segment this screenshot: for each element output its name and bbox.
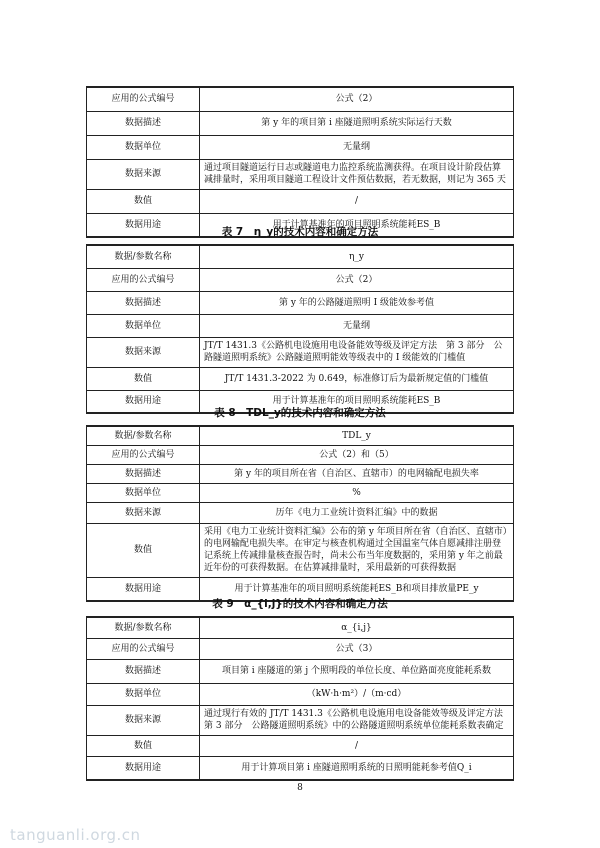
- row-value: 采用《电力工业统计资料汇编》公布的第 y 年项目所在省（自治区、直辖市）的电网输配电损失率。在审定与核查机构通过全国温室气体自愿减排注册登记系统上传减排量核查报告时，尚未公布当年度数据的，采用第 y 年之前最近年份的可获得数据。在估算减排量时，采用最新的可获得数据: [200, 523, 514, 577]
- row-value: 历年《电力工业统计资料汇编》中的数据: [200, 502, 514, 523]
- row-value: %: [200, 483, 514, 502]
- row-value: 公式（2）: [200, 268, 514, 291]
- row-value: 用于计算基准年的项目照明系统能耗ES_B: [200, 213, 514, 237]
- table-row: [87, 756, 514, 780]
- row-key: 应用的公式编号: [87, 87, 200, 111]
- row-key: 数值: [87, 735, 200, 756]
- table-row: [87, 111, 514, 135]
- table-8-caption: 表 8 TDL_y的技术内容和确定方法: [214, 407, 386, 419]
- row-value: η_y: [200, 245, 514, 268]
- row-key: 数据来源: [87, 159, 200, 189]
- row-value: 第 y 年的项目第 i 座隧道照明系统实际运行天数: [200, 111, 514, 135]
- table-8: [86, 425, 514, 602]
- row-key: 数据描述: [87, 291, 200, 314]
- table-7-caption: 表 7 η_y的技术内容和确定方法: [221, 226, 379, 238]
- table-row: [87, 245, 514, 268]
- table-row: [87, 87, 514, 111]
- table-row: [87, 638, 514, 659]
- row-value: TDL_y: [200, 426, 514, 445]
- row-key: 数据用途: [87, 577, 200, 601]
- table-row: [87, 337, 514, 367]
- row-key: 数据/参数名称: [87, 617, 200, 638]
- row-value: 通过现行有效的 JT/T 1431.3《公路机电设施用电设备能效等级及评定方法 第 3 部分 公路隧道照明系统》中的公路隧道照明系统单位能耗系数表确定: [200, 705, 514, 735]
- table-9-caption: 表 9 α_{i,j}的技术内容和确定方法: [212, 598, 388, 610]
- row-key: 数据用途: [87, 756, 200, 780]
- row-value: 第 y 年的公路隧道照明 I 级能效参考值: [200, 291, 514, 314]
- row-value: 无量纲: [200, 314, 514, 337]
- row-key: 数值: [87, 367, 200, 390]
- row-key: 数据单位: [87, 314, 200, 337]
- row-key: 数据单位: [87, 135, 200, 159]
- row-value: 公式（2）: [200, 87, 514, 111]
- row-key: 数据/参数名称: [87, 245, 200, 268]
- row-value: 第 y 年的项目所在省（自治区、直辖市）的电网输配电损失率: [200, 464, 514, 483]
- row-key: 应用的公式编号: [87, 268, 200, 291]
- table-row: [87, 268, 514, 291]
- row-value: JT/T 1431.3《公路机电设施用电设备能效等级及评定方法 第 3 部分 公路隧道照明系统》公路隧道照明能效等级表中的 I 级能效的门槛值: [200, 337, 514, 367]
- row-key: 应用的公式编号: [87, 445, 200, 464]
- row-key: 数值: [87, 523, 200, 577]
- row-key: 数据/参数名称: [87, 426, 200, 445]
- row-key: 数据来源: [87, 705, 200, 735]
- row-key: 应用的公式编号: [87, 638, 200, 659]
- row-key: 数值: [87, 189, 200, 213]
- table-row: [87, 159, 514, 189]
- row-key: 数据用途: [87, 213, 200, 237]
- row-key: 数据单位: [87, 483, 200, 502]
- row-key: 数据来源: [87, 502, 200, 523]
- table-row: [87, 189, 514, 213]
- table-row: [87, 314, 514, 337]
- row-value: 用于计算基准年的项目照明系统能耗ES_B和项目排放量PE_y: [200, 577, 514, 601]
- row-value: 用于计算基准年的项目照明系统能耗ES_B: [200, 390, 514, 413]
- table-row: [87, 464, 514, 483]
- table-row: [87, 502, 514, 523]
- row-value: JT/T 1431.3-2022 为 0.649，标准修订后为最新规定值的门槛值: [200, 367, 514, 390]
- table-row: [87, 367, 514, 390]
- row-value: 公式（3）: [200, 638, 514, 659]
- row-key: 数据单位: [87, 683, 200, 705]
- row-value: （kW·h·m²）/（m·cd）: [200, 683, 514, 705]
- row-key: 数据用途: [87, 390, 200, 413]
- table-row: [87, 426, 514, 445]
- row-value: 项目第 i 座隧道的第 j 个照明段的单位长度、单位路面亮度能耗系数: [200, 659, 514, 683]
- row-value: 无量纲: [200, 135, 514, 159]
- page-number: 8: [297, 783, 303, 793]
- row-key: 数据来源: [87, 337, 200, 367]
- table-7: [86, 244, 514, 414]
- table-row: [87, 735, 514, 756]
- table-9: [86, 616, 514, 781]
- row-value: α_{i,j}: [200, 617, 514, 638]
- row-key: 数据描述: [87, 111, 200, 135]
- table-row: [87, 445, 514, 464]
- table-row: [87, 291, 514, 314]
- row-value: /: [200, 189, 514, 213]
- row-value: 用于计算项目第 i 座隧道照明系统的日照明能耗参考值Q_i: [200, 756, 514, 780]
- table-row: [87, 135, 514, 159]
- row-value: 公式（2）和（5）: [200, 445, 514, 464]
- table-row: [87, 705, 514, 735]
- table-row: [87, 659, 514, 683]
- watermark: tanguanli.org.cn: [10, 826, 141, 844]
- table-row: [87, 523, 514, 577]
- table-6-continued: [86, 86, 514, 238]
- table-row: [87, 683, 514, 705]
- row-key: 数据描述: [87, 464, 200, 483]
- table-row: [87, 617, 514, 638]
- row-key: 数据描述: [87, 659, 200, 683]
- table-row: [87, 483, 514, 502]
- row-value: 通过项目隧道运行日志或隧道电力监控系统监测获得。在项目设计阶段估算减排量时，采用项目隧道工程设计文件预估数据，若无数据，则记为 365 天: [200, 159, 514, 189]
- row-value: /: [200, 735, 514, 756]
